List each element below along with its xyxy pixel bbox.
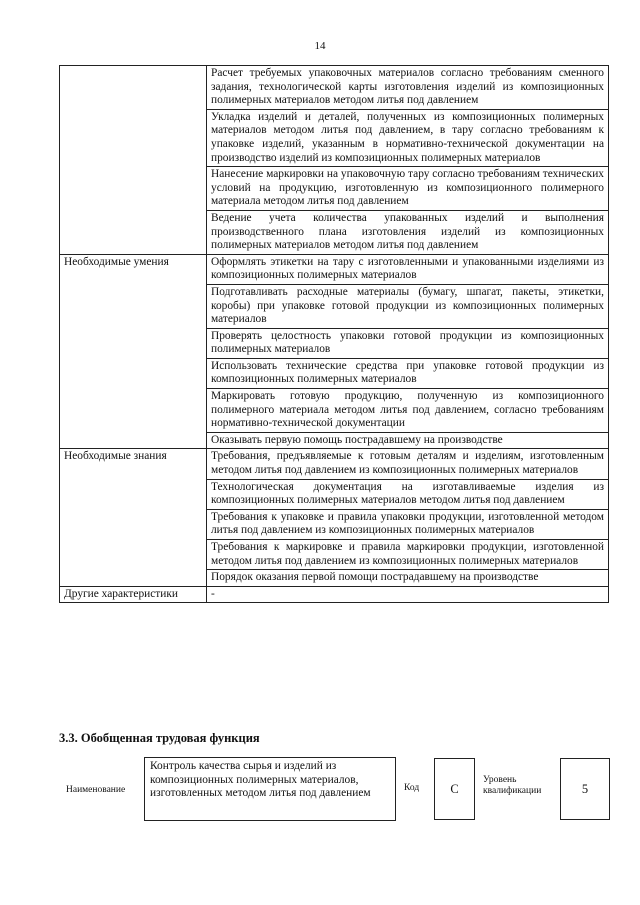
page-number: 14 xyxy=(314,40,326,52)
code-label: Код xyxy=(404,783,420,793)
skill-item: Оформлять этикетки на тару с изготовленными и упакованными изделиями из композиционных полимерных материалов xyxy=(207,254,609,284)
skill-item: Оказывать первую помощь пострадавшему на производстве xyxy=(207,432,609,449)
action-item: Ведение учета количества упакованных изделий и выполнения производственного плана изготовления изделий из композиционных полимерных материалов методом литья под давлением xyxy=(207,210,609,254)
level-label: Уровень квалификации xyxy=(483,775,542,796)
action-item: Расчет требуемых упаковочных материалов согласно требованиям сменного задания, технологической карты изготовления изделий из композиционных полимерных материалов методом литья под давлением xyxy=(207,66,609,110)
skill-item: Маркировать готовую продукцию, полученную из композиционного полимерного материала методом литья под давлением, согласно требованиям нормативно-технической документации xyxy=(207,389,609,433)
knowledge-item: Технологическая документация на изготавливаемые изделия из композиционных полимерных материалов методом литья под давлением xyxy=(207,479,609,509)
knowledge-item: Требования, предъявляемые к готовым деталям и изделиям, изготовленным методом литья под давлением из композиционных полимерных материалов xyxy=(207,449,609,479)
skill-item: Подготавливать расходные материалы (бумагу, шпагат, пакеты, этикетки, коробы) при упаковке готовой продукции из композиционных полимерных материалов xyxy=(207,284,609,328)
level-value: 5 xyxy=(560,758,610,820)
knowledge-item: Порядок оказания первой помощи пострадавшему на производстве xyxy=(207,570,609,587)
section-title: 3.3. Обобщенная трудовая функция xyxy=(59,731,260,745)
skill-item: Использовать технические средства при упаковке готовой продукции из композиционных полимерных материалов xyxy=(207,358,609,388)
other-value: - xyxy=(207,586,609,603)
action-item: Укладка изделий и деталей, полученных из композиционных полимерных материалов методом литья под давлением, в тару согласно требованиям к упаковке изделий, указанным в нормативно-технической документации на производство изделий из композиционных полимерных материалов xyxy=(207,109,609,166)
other-label: Другие характеристики xyxy=(60,586,207,603)
knowledge-item: Требования к маркировке и правила маркировки продукции, изготовленной методом литья под давлением из композиционных полимерных материалов xyxy=(207,540,609,570)
name-label: Наименование xyxy=(66,785,126,795)
group-label-empty xyxy=(60,66,207,255)
action-item: Нанесение маркировки на упаковочную тару согласно требованиям технических условий на продукцию, изготовленную из композиционного полимерного материала методом литья под давлением xyxy=(207,167,609,211)
knowledge-label: Необходимые знания xyxy=(60,449,207,586)
knowledge-item: Требования к упаковке и правила упаковки продукции, изготовленной методом литья под давлением из композиционных полимерных материалов xyxy=(207,509,609,539)
name-value: Контроль качества сырья и изделий из композиционных полимерных материалов, изготовленных методом литья под давлением xyxy=(144,757,396,821)
competency-table xyxy=(59,65,609,603)
skill-item: Проверять целостность упаковки готовой продукции из композиционных полимерных материалов xyxy=(207,328,609,358)
code-value: C xyxy=(434,758,475,820)
skills-label: Необходимые умения xyxy=(60,254,207,449)
